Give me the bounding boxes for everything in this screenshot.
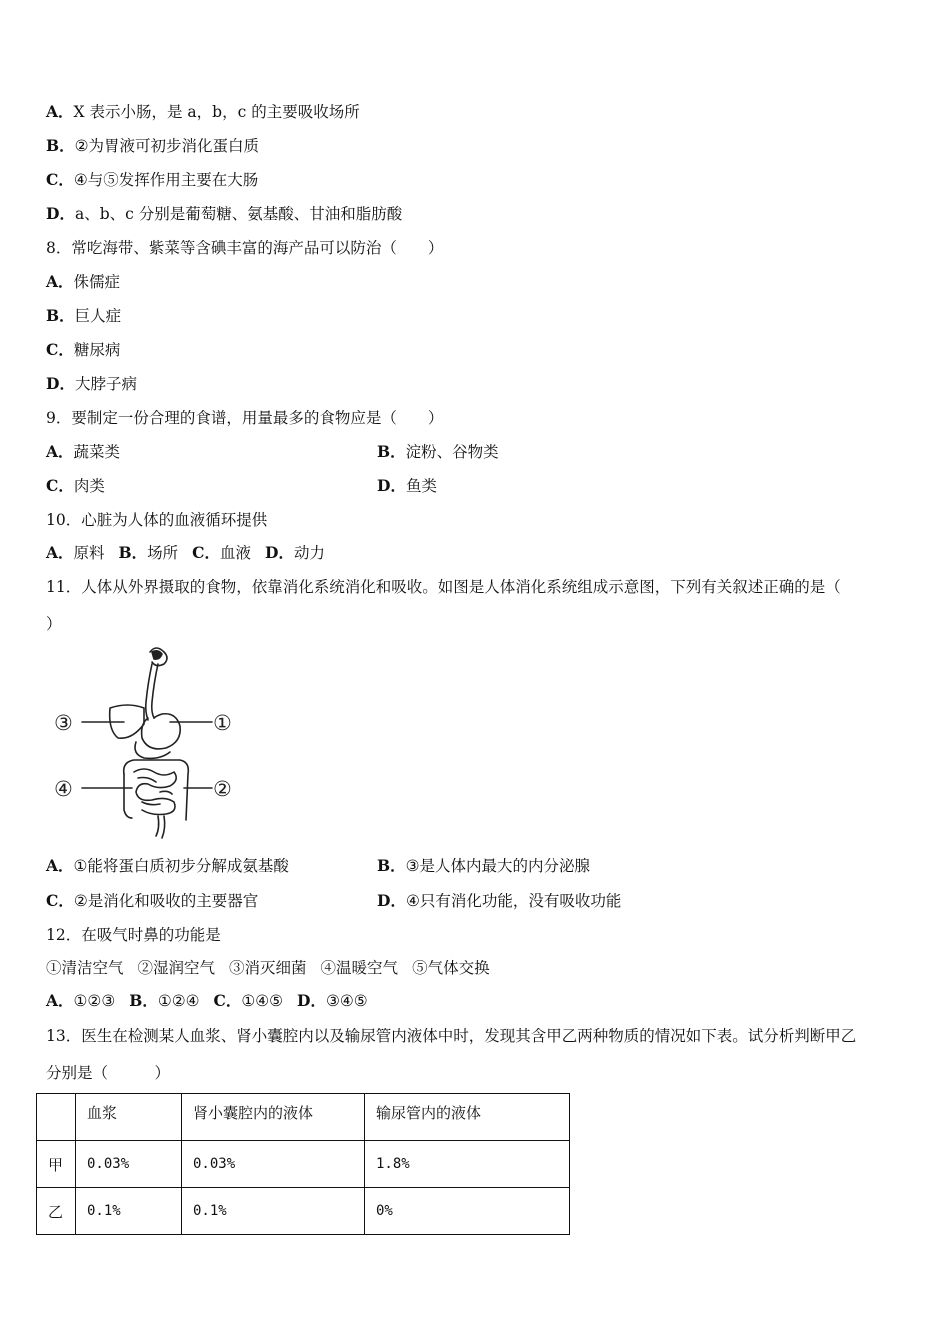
table-cell: 0.1% xyxy=(76,1188,182,1235)
table-cell: 1.8% xyxy=(365,1141,570,1188)
option-text: a、b、c 分别是葡萄糖、氨基酸、甘油和脂肪酸 xyxy=(74,205,403,223)
q9-stem: 9．要制定一份合理的食谱，用量最多的食物应是（ ） xyxy=(46,409,444,427)
table-cell: 0.03% xyxy=(182,1141,365,1188)
diagram-label-2: ② xyxy=(213,777,232,801)
option-letter: B． xyxy=(46,306,75,325)
diagram-label-4: ④ xyxy=(54,777,73,801)
q11-stem-end: ） xyxy=(46,615,62,633)
q12-item: ⑤气体交换 xyxy=(412,959,490,977)
q13-stem-end: 分别是（ ） xyxy=(46,1064,171,1082)
option-letter: D． xyxy=(377,891,406,910)
q11-option-a xyxy=(46,855,289,877)
digestive-system-diagram xyxy=(52,642,248,842)
option-text: 蔬菜类 xyxy=(73,443,121,461)
option-letter: A． xyxy=(46,991,74,1010)
table-cell: 0% xyxy=(365,1188,570,1235)
option-letter: B． xyxy=(129,991,158,1010)
table-cell: 0.03% xyxy=(76,1141,182,1188)
q8-option-b xyxy=(46,305,121,327)
large-intestine xyxy=(124,760,189,820)
option-text: 鱼类 xyxy=(405,477,437,495)
q8-option-a xyxy=(46,271,120,293)
option-text: 淀粉、谷物类 xyxy=(405,443,499,461)
diagram-label-3: ③ xyxy=(54,711,73,735)
option-text: ③是人体内最大的内分泌腺 xyxy=(405,857,591,875)
option-letter: C． xyxy=(46,170,74,189)
option-letter: A． xyxy=(46,856,74,875)
q9-option-d xyxy=(377,475,437,497)
q12-item: ①清洁空气 xyxy=(46,959,124,977)
q11-option-d xyxy=(377,890,621,912)
option-letter: D． xyxy=(46,374,75,393)
q12-stem: 12．在吸气时鼻的功能是 xyxy=(46,926,221,944)
option-text: 侏儒症 xyxy=(73,273,121,291)
table-row xyxy=(37,1188,570,1235)
table-row xyxy=(37,1141,570,1188)
option-text: ①②③ xyxy=(73,992,116,1010)
q10-stem: 10．心脏为人体的血液循环提供 xyxy=(46,511,268,529)
table-cell: 甲 xyxy=(37,1141,76,1188)
mouth-fill xyxy=(152,651,162,659)
q7-option-d xyxy=(46,203,402,225)
option-text: ②为胃液可初步消化蛋白质 xyxy=(74,137,260,155)
q8-stem: 8．常吃海带、紫菜等含碘丰富的海产品可以防治（ ） xyxy=(46,239,444,257)
option-letter: C． xyxy=(213,991,242,1010)
option-letter: D． xyxy=(377,476,406,495)
option-letter: B． xyxy=(377,442,406,461)
option-letter: B． xyxy=(46,136,75,155)
q13-stem: 13．医生在检测某人血浆、肾小囊腔内以及输尿管内液体中时，发现其含甲乙两种物质的情况如下表。试分析判断甲乙 xyxy=(46,1027,857,1045)
option-text: ④与⑤发挥作用主要在大肠 xyxy=(73,171,259,189)
option-text: ④只有消化功能，没有吸收功能 xyxy=(405,892,622,910)
q8-option-d xyxy=(46,373,137,395)
q7-option-b xyxy=(46,135,259,157)
option-letter: D． xyxy=(46,204,75,223)
option-letter: A． xyxy=(46,102,74,121)
table-header-row xyxy=(37,1094,570,1141)
option-letter: C． xyxy=(46,476,74,495)
q13-table xyxy=(36,1093,570,1235)
option-letter: A． xyxy=(46,272,74,291)
option-letter: D． xyxy=(265,543,294,562)
stomach xyxy=(142,714,181,749)
q12-item: ③消灭细菌 xyxy=(229,959,307,977)
table-cell: 乙 xyxy=(37,1188,76,1235)
option-text: 血液 xyxy=(220,544,252,562)
diagram-label-1: ① xyxy=(213,711,232,735)
option-text: 肉类 xyxy=(73,477,105,495)
duodenum xyxy=(135,742,170,758)
q12-item: ②湿润空气 xyxy=(137,959,216,977)
q10-options xyxy=(46,542,325,564)
table-cell: 0.1% xyxy=(182,1188,365,1235)
q7-option-c xyxy=(46,169,258,191)
table-header-cell: 肾小囊腔内的液体 xyxy=(182,1094,365,1141)
q9-option-b xyxy=(377,441,499,463)
option-letter: C． xyxy=(192,543,221,562)
option-text: 大脖子病 xyxy=(74,375,137,393)
option-text: 原料 xyxy=(73,544,105,562)
q12-items xyxy=(46,957,490,979)
q9-option-a xyxy=(46,441,120,463)
option-letter: A． xyxy=(46,442,74,461)
option-text: ①④⑤ xyxy=(241,992,284,1010)
esophagus xyxy=(146,664,152,720)
option-text: 动力 xyxy=(293,544,325,562)
option-letter: D． xyxy=(297,991,326,1010)
q11-option-b xyxy=(377,855,590,877)
q7-option-a xyxy=(46,101,360,123)
option-letter: A． xyxy=(46,543,74,562)
option-text: 糖尿病 xyxy=(73,341,121,359)
q9-option-c xyxy=(46,475,105,497)
option-letter: B． xyxy=(377,856,406,875)
option-text: 巨人症 xyxy=(74,307,122,325)
table-header-cell: 输尿管内的液体 xyxy=(365,1094,570,1141)
option-text: ②是消化和吸收的主要器官 xyxy=(73,892,259,910)
option-letter: C． xyxy=(46,891,74,910)
option-letter: B． xyxy=(118,543,148,562)
option-text: X 表示小肠，是 a，b，c 的主要吸收场所 xyxy=(73,103,360,121)
option-text: 场所 xyxy=(147,544,179,562)
table-header-cell: 血浆 xyxy=(76,1094,182,1141)
q11-stem: 11．人体从外界摄取的食物，依靠消化系统消化和吸收。如图是人体消化系统组成示意图，下列有关叙述正确的是（ xyxy=(46,578,841,596)
option-text: ①②④ xyxy=(157,992,200,1010)
q11-option-c xyxy=(46,890,258,912)
q8-option-c xyxy=(46,339,120,361)
option-text: ③④⑤ xyxy=(326,992,368,1010)
option-letter: C． xyxy=(46,340,74,359)
option-text: ①能将蛋白质初步分解成氨基酸 xyxy=(73,857,289,875)
table-header-cell xyxy=(37,1094,76,1141)
rectum xyxy=(156,816,159,836)
q12-item: ④温暖空气 xyxy=(320,959,399,977)
q12-options xyxy=(46,990,368,1012)
